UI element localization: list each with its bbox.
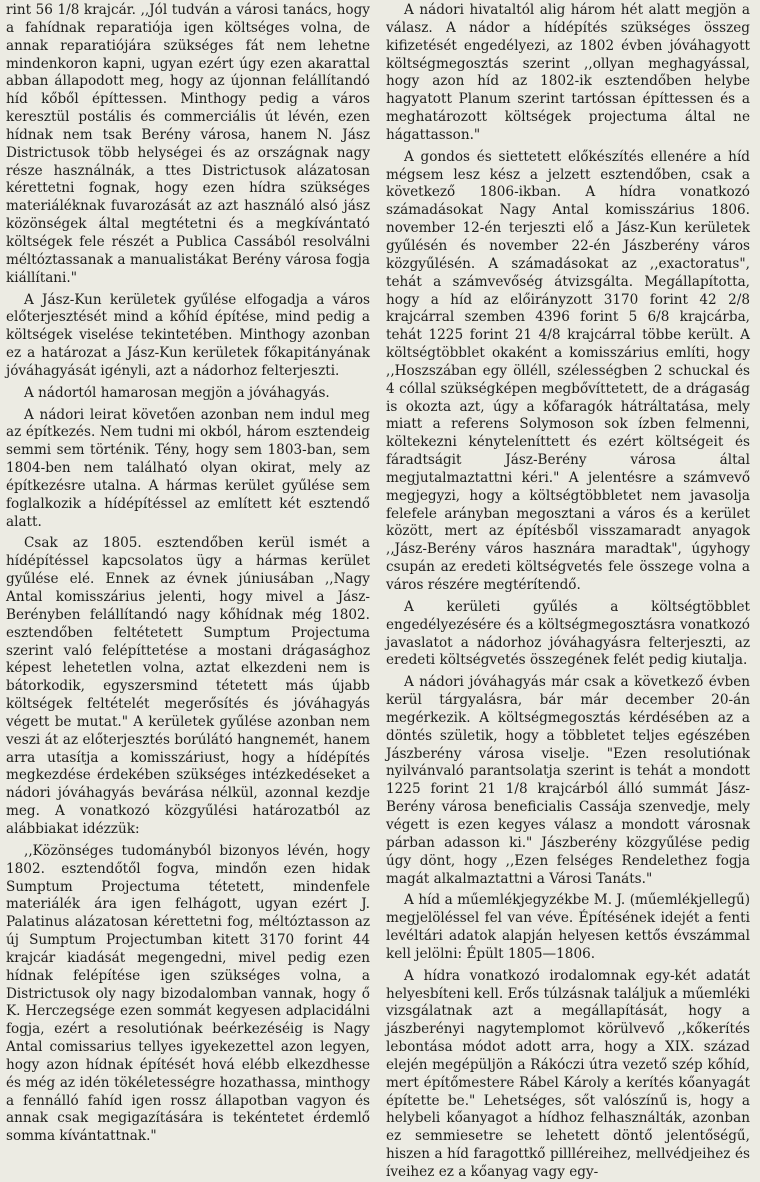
paragraph: A hídra vonatkozó irodalomnak egy-két adatát helyesbíteni kell. Erős túlzásnak találjuk a műemléki vizsgálatnak azt a megállapítását, hogy a jászberényi nagytemplomot körülvevő ,,kőkerítés lebontása módot adott arra, hogy a XIX. század elején megépüljön a Rákóczi útra vezető szép kőhíd, mert építőmestere Rábel Károly a kerítés kőanyagát építette be." Lehetséges, sőt valószínű is, hogy a helybeli kőanyagot a hídhoz felhasználták, azonban ez semmiesetre se lehetett döntő jelentőségű, hiszen a híd faragottkő pillléreihez, mellvédjeihez és íveihez ez a kőanyag vagy egy- [386, 967, 750, 1180]
left-column [6, 2, 370, 1145]
paragraph: Csak az 1805. esztendőben kerül ismét a hídépítéssel kapcsolatos ügy a hármas kerület gyűlése elé. Ennek az évnek júniusában ,,Nagy Antal komisszárius jelenti, hogy mivel a Jász-Berényben felállítandó nagy kőhídnak még 1802. esztendőben feltétetett Sumptum Projectuma szerint való felépíttetése a mostani drágasághoz képest lehetetlen volna, aztat elkezdeni nem is bátorkodik, egyszersmind tétetett más újabb költségek feltételét megerősítés és jóváhagyás végett be mutat." A kerületek gyűlése azonban nem veszi át az előterjesztés borúlátó hangnemét, hanem arra utasítja a komisszáriust, hogy a hídépítés megkezdése érdekében szükséges intézkedéseket a nádori jóváhagyás bevárása nélkül, azonnal kezdje meg. A vonatkozó közgyűlési határozatból az alábbiakat idézzük: [6, 535, 370, 837]
paragraph: A nádori hivataltól alig három hét alatt megjön a válasz. A nádor a hídépítés szükséges összeg kifizetését engedélyezi, az 1802 évben jóváhagyott költségmegosztás szerint ,,ollyan meghagyással, hogy azon híd az 1802-ik esztendőben helybe hagyatott Planum szerint tartóssan építtessen és a meghatározott költségek projectuma által ne hágattasson." [386, 2, 750, 143]
right-column [386, 2, 750, 1180]
paragraph: A kerületi gyűlés a költségtöbblet engedélyezésére és a költségmegosztásra vonatkozó javaslatot a nádorhoz jóváhagyásra felterjeszti, az eredeti költségvetés összegének felét pedig kiutalja. [386, 598, 750, 669]
paragraph: A híd a műemlékjegyzékbe M. J. (műemlékjellegű) megjelöléssel fel van véve. Építésének idejét a fenti levéltári adatok alapján helyesen kettős évszámmal kell jelölni: Épült 1805—1806. [386, 892, 750, 962]
paragraph: A Jász-Kun kerületek gyűlése elfogadja a város előterjesztését mind a kőhíd építése, mind pedig a költségek viselése tekintetében. Minthogy azonban ez a határozat a Jász-Kun kerületek főkapitányának jóváhagyását igényli, azt a nádorhoz felterjeszti. [6, 291, 370, 379]
paragraph: A nádori leirat követően azonban nem indul meg az építkezés. Nem tudni mi okból, három esztendeig semmi sem történik. Tény, hogy sem 1803-ban, sem 1804-ben nem található olyan okirat, mely az építkezésre utalna. A hármas kerület gyűlése sem foglalkozik a hídépítéssel az említett két esztendő alatt. [6, 406, 370, 530]
paragraph: A nádori jóváhagyás már csak a következő évben kerül tárgyalásra, bár már december 20-án megérkezik. A költségmegosztás kérdésében az a döntés születik, hogy a többletet teljes egészében Jászberény városa viselje. "Ezen resolutiónak nyilvánvaló parantsolatja szerint is tehát a mondott 1225 forint 21 1/8 krajcárból álló summát Jász-Berény városa beneficialis Cassája szenvedje, mely végett is ezen kegyes válasz a mondott városnak párban adasson ki." Jászberény közgyűlése pedig úgy dönt, hogy ,,Ezen felséges Rendelethez fogja magát alkalmaztattni a Városi Tanáts." [386, 674, 750, 887]
quote-paragraph: ,,Közönséges tudományból bizonyos lévén, hogy 1802. esztendőtől fogva, mindőn ezen hidak Sumptum Projectuma tétetett, mindenfele materiálék ára igen felhágott, ugyan ezért J. Palatinus alázatosan kérettetni fog, méltóztasson az új Sumptum Projectumban kitett 3170 forint 44 krajcár kiadását megengedni, mivel pedig ezen hídnak felépítése igen szükséges volna, a Districtusok oly nagy bizodalomban vannak, hogy ő K. Herczegsége ezen sommát kegyesen adplacidálni fogja, ezért a resolutiónak beérkezéséig is Nagy Antal comissarius tellyes igyekezettel azon legyen, hogy azon hídnak építését hová elébb elkezdhesse és még az idén tökéletességre hozathassa, minthogy a fennálló fahíd igen rossz állapotban vagyon és annak csak megigazítására is tekéntetet érdemlő somma kívántattnak." [6, 842, 370, 1145]
paragraph: rint 56 1/8 krajcár. ,,Jól tudván a városi tanács, hogy a fahídnak reparatiója igen költséges volna, de annak reparatiójára szükséges fát nem lehetne mindenkoron kapni, ugyan ezért úgy ezen akarattal abban állapodott meg, hogy az újonnan felállítandó híd kőből építtessen. Minthogy pedig a város keresztül postális és commerciális út lévén, ezen hídnak nem tsak Berény városa, hanem N. Jász Districtusok több helységei és az országnak nagy része használnák, a ttes Districtusok alázatosan kérettetni fognak, hogy ezen hídra szükséges materiáléknak fuvarozását az azt használó alsó jász közönségek által megtétetni és a megkívántató költségek fele részét a Publica Cassából resolválni méltóztassanak a manualistákat Berény városa fogja kiállítani." [6, 2, 370, 286]
paragraph: A nádortól hamarosan megjön a jóváhagyás. [24, 384, 330, 401]
paragraph: A gondos és siettetett előkészítés ellenére a híd mégsem lesz kész a jelzett esztendőben, csak a következő 1806-ikban. A hídra vonatkozó számadásokat Nagy Antal komisszárius 1806. november 12-én terjeszti elő a Jász-Kun kerületek gyűlésén és november 22-én Jászberény város közgyűlésén. A számadásokat az ,,exactoratus", tehát a számvevőség átvizsgálta. Megállapította, hogy a híd az előirányzott 3170 forint 42 2/8 krajcárral szemben 4396 forint 5 6/8 krajcárba, tehát 1225 forint 21 4/8 krajcárral többe került. A költségtöbblet okaként a komisszárius említi, hogy ,,Hoszszában egy ölléll, szélességben 2 schuckal és 4 cóllal szükségképen megbővíttetett, de a drágaság is okozta azt, úgy a kőfaragók hátráltatása, mely miatt a referens Solymoson sok ízben felmenni, költekezni kényteleníttett és ezért költségeit és fáradtságit Jász-Berény városa által megjutalmaztattni kéri." A jelentésre a számvevő megjegyzi, hogy a költségtöbbletet nem javasolja felefele arányban megosztani a város és a kerület között, mert az építésből visszamaradt anyagok ,,Jász-Berény város hasznára maradtak", úgyhogy csupán az eredeti költségvetés fele összege volna a város részére megtérítendő. [386, 148, 750, 593]
